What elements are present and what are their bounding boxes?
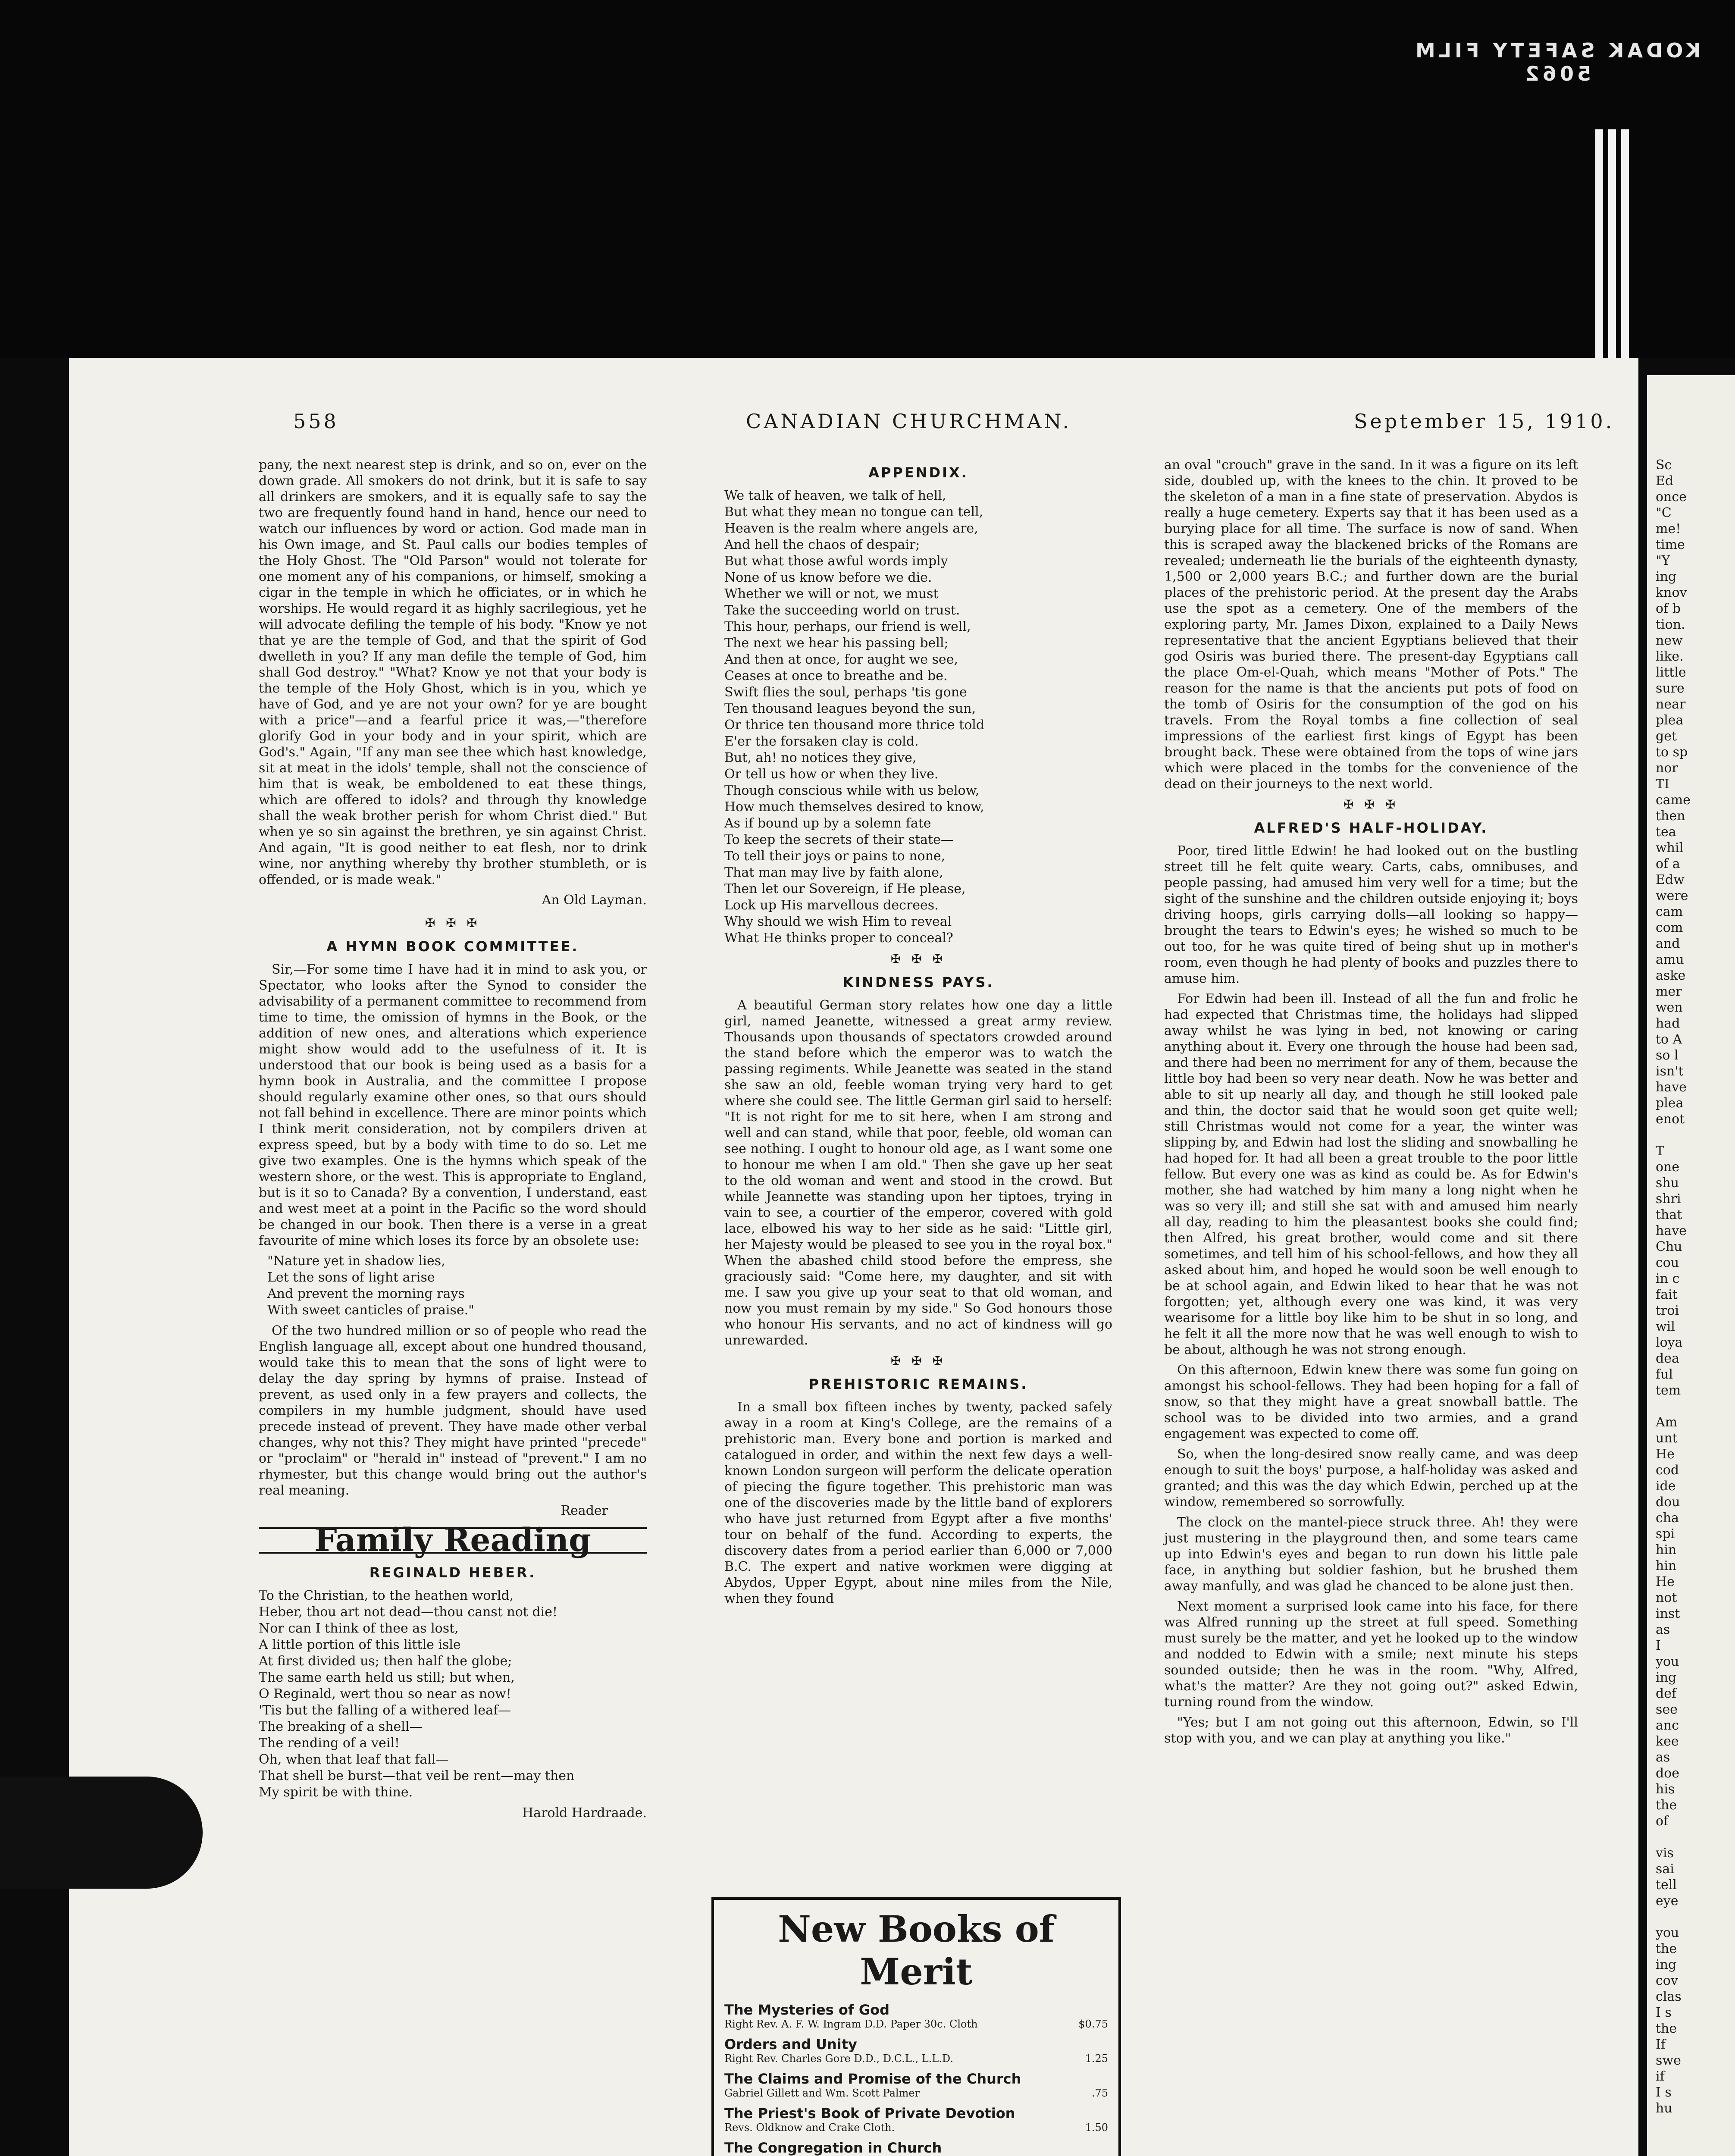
article-text: So, when the long-desired snow really came, and was deep enough to suit the boys' purpose, a half-holiday was asked and granted; and this was the day which Edwin, perched up at the window, remembered so sorrowfully. [1164,1447,1578,1510]
next-page-fragment [1647,375,1735,2156]
ad-book-price: 1.25 [1085,2053,1108,2065]
ad-title: New Books of Merit [778,1908,1055,1993]
ad-book-price: 1.50 [1085,2122,1108,2134]
ad-book-author: Gabriel Gillett and Wm. Scott Palmer [724,2087,920,2099]
section-heading: KINDNESS PAYS. [842,974,994,990]
ad-book-item [724,2105,1108,2134]
ad-book-author: Revs. Oldknow and Crake Cloth. [724,2122,895,2134]
ad-book-price: .75 [1091,2087,1108,2099]
ornament-divider: ✠ ✠ ✠ [1343,797,1399,812]
poem: We talk of heaven, we talk of hell, But what they mean no tongue can tell, Heaven is the realm where angels are, And hell the chaos of despair; But what those awful words imply None of us know before we die. Whether we will or not, we must Take the succeeding world on trust. This hour, perhaps, our friend is well, The next we hear his passing bell; And then at once, for aught we see, Ceases at once to breathe and be. Swift flies the soul, perhaps 'tis gone Ten thousand leagues beyond the sun, Or thrice ten thousand more thrice told E'er the forsaken clay is cold. But, ah! no notices they give, Or tell us how or when they live. Though conscious while with us below, How much themselves desired to know, As if bound up by a solemn fate To keep the secrets of their state— To tell their joys or pains to none, That man may live by faith alone, Then let our Sovereign, if He please, Lock up His marvellous decrees. Why should we wish Him to reveal What He thinks proper to conceal? [724,488,985,946]
ad-book-item [724,2071,1108,2099]
article-text: "Yes; but I am not going out this afternoon, Edwin, so I'll stop with you, and we can play at anything you like." [1164,1715,1578,1746]
article-text: On this afternoon, Edwin knew there was some fun going on amongst his school-fellows. They had been hoping for a fall of snow, so that they might have a great snowball battle. The school was to be divided into two armies, and a grand engagement was expected to come off. [1164,1363,1578,1442]
ad-book-author: Right Rev. A. F. W. Ingram D.D. Paper 30c. Cloth [724,2018,978,2030]
column-left [259,457,647,1828]
ad-book-title: The Claims and Promise of the Church [724,2071,1021,2087]
section-heading: A HYMN BOOK COMMITTEE. [326,938,579,955]
ad-book-title: Orders and Unity [724,2036,857,2053]
ad-book-item [724,2036,1108,2065]
column-right [1164,457,1578,1751]
signature: An Old Layman. [542,893,647,908]
article-text: Of the two hundred million or so of people who read the English language all, except about one hundred thousand, would take this to mean that the sons of light were to delay the day spring by hymns of praise. Instead of prevent, as used only in a few prayers and collects, the compilers in my humble judgment, should have used precede instead of prevent. They have made other verbal changes, why not this? They might have printed "precede" or "proclaim" or "herald in" instead of "prevent." I am no rhymester, but this change would bring out the author's real meaning. [259,1323,647,1498]
family-reading-banner: Family Reading [259,1527,647,1554]
masthead: CANADIAN CHURCHMAN. [746,410,1072,433]
ad-book-price: $0.75 [1078,2018,1108,2030]
ad-book-title: The Congregation in Church [724,2140,942,2156]
page-number: 558 [293,410,339,433]
ad-book-item [724,2140,1108,2156]
ad-book-item [724,2002,1108,2030]
ad-book-title: The Mysteries of God [724,2002,890,2018]
article-text: A beautiful German story relates how one day a little girl, named Jeanette, witnessed a great army review. Thousands upon thousands of spectators crowded around the stand before which the emperor was to watch the passing regiments. While Jeanette was seated in the stand she saw an old, feeble woman trying very hard to get where she could see. The little German girl said to herself: "It is not right for me to sit here, when I am strong and well and can stand, while that poor, feeble, old woman can see nothing. I ought to honour old age, as I want some one to honour me when I am old." Then she gave up her seat to the old woman and went and stood in the crowd. But while Jeannette was standing upon her tiptoes, trying in vain to see, a courtier of the emperor, covered with gold lace, elbowed his way to her side as he said: "Little girl, her Majesty would be pleased to see you in the royal box." When the abashed child stood before the empress, she graciously said: "Come here, my daughter, and sit with me. I saw you give up your seat to that old woman, and now you must remain by my side." So God honours those who honour His servants, and no act of kindness will go unrewarded. [724,998,1112,1348]
article-text: In a small box fifteen inches by twenty, packed safely away in a room at King's College, are the remains of a prehistoric man. Every bone and portion is marked and catalogued in order, and within the next few days a well-known London surgeon will perform the delicate operation of piecing the figure together. This prehistoric man was one of the discoveries made by the little band of explorers who have just returned from Egypt after a five months' tour on behalf of the fund. According to experts, the discovery dates from a period earlier than 6,000 or 7,000 B.C. The expert and native workmen were digging at Abydos, Upper Egypt, about nine miles from the Nile, when they found [724,1400,1112,1606]
column-middle [724,457,1112,1611]
ornament-divider: ✠ ✠ ✠ [425,916,481,930]
signature: Reader [561,1503,608,1518]
film-edge-label: KODAK SAFETY FILM 5062 [1412,39,1701,85]
signature: Harold Hardraade. [522,1805,647,1821]
ornament-divider: ✠ ✠ ✠ [890,1354,946,1368]
article-text: For Edwin had been ill. Instead of all the fun and frolic he had expected that Christmas time, the holidays had slipped away whilst he was lying in bed, not knowing or caring anything about it. Every one through the house had been sad, and there had been no merriment for any of them, because the little boy had been so very near death. Now he was better and able to sit up nearly all day, and though he still looked pale and thin, the doctor said that he would soon get quite well; still Christmas would not come for a year, the winter was slipping by, and Edwin had lost the sliding and snowballing he had hoped for. It had all been a great trouble to the poor little fellow. But every one was as kind as could be. As for Edwin's mother, she had watched by him many a long night when he was so very ill; and still she sat with and amused him nearly all day, reading to him the pleasantest books she could find; then Alfred, his great brother, would come and sit there sometimes, and tell him of his school-fellows, and how they all asked about him, and hoped he would soon be well enough to be at school again, and Edwin liked to hear that he was not forgotten; yet, although every one was kind, it was very wearisome for a little boy like him to be shut in so long, and he felt it all the more now that he was well enough to wish to be about, although he was not strong enough. [1164,991,1578,1357]
article-text: The clock on the mantel-piece struck three. Ah! they were just mustering in the playground then, and some tears came up into Edwin's eyes and began to run down his little pale face, in anything but soldier fashion, but he brushed them away manfully, and was glad he chanced to be alone just then. [1164,1515,1578,1594]
ad-book-title: The Priest's Book of Private Devotion [724,2105,1015,2122]
next-page-text: Sc Ed once "C me! time "Y ing knov of b tion. new like. little sure near plea get to sp nor TI came then tea whil of a Edw were cam com and amu aske mer wen had to A so l isn't have plea enot T one shu shri that have Chu cou in c fait troi wil loya dea ful tem Am unt He cod ide dou cha spi hin hin He not inst as I you ing def see anc kee as doe his the of vis sai tell eye you the ing cov clas I s the If swe if I s hu [1656,458,1691,2116]
article-text: Poor, tired little Edwin! he had looked out on the bustling street till he felt quite weary. Carts, cabs, omnibuses, and people passing, had amused him very well for a time; but the sight of the sunshine and the children outside enjoying it; boys driving hoops, girls carrying dolls—all looking so happy—brought the tears to Edwin's eyes; he wished so much to be out too, for he was quite tired of being shut up in mother's room, even though he had plenty of books and puzzles there to amuse him. [1164,843,1578,986]
section-heading: PREHISTORIC REMAINS. [808,1376,1028,1392]
article-text: pany, the next nearest step is drink, and so on, ever on the down grade. All smokers do not drink, but it is safe to say all drinkers are smokers, and it is equally safe to say the two are frequently found hand in hand, hence our need to watch our influences by word or action. God made man in his Own image, and St. Paul calls our bodies temples of the Holy Ghost. The "Old Parson" would not tolerate for one moment any of his companions, or himself, smoking a cigar in the temple in which he officiates, or in which he worships. He would regard it as highly sacrilegious, yet he will advocate defiling the temple of his body. "Know ye not that ye are the temple of God, and that the spirit of God dwelleth in you? If any man defile the temple of God, him shall God destroy." "What? Know ye not that your body is the temple of the Holy Ghost, which is in you, which ye have of God, and ye are not your own? for ye are bought with a price"—and a fearful price it was,—"therefore glorify God in your body and in your spirit, which are God's." Again, "If any man see thee which hast knowledge, sit at meat in the idols' temple, shall not the conscience of him that is weak, be emboldened to eat these things, which are offered to idols? and through thy knowledge shall the weak brother perish for whom Christ died." But when ye so sin against the brethren, ye sin against Christ. And again, "It is good neither to eat flesh, nor to drink wine, nor anything whereby thy brother stumbleth, or is offended, or is made weak." [259,458,647,887]
article-text: Next moment a surprised look came into his face, for there was Alfred running up the street at full speed. Something must surely be the matter, and yet he looked up to the window and nodded to Edwin with a smile; next minute his steps sounded outside; then he was in the room. "Why, Alfred, what's the matter? Are they not going out?" asked Edwin, turning round from the window. [1164,1599,1578,1710]
ornament-divider: ✠ ✠ ✠ [890,952,946,966]
article-text: Sir,—For some time I have had it in mind to ask you, or Spectator, who looks after the Synod to consider the advisability of a permanent committee to recommend from time to time, the omission of hymns in the Book, or the addition of new ones, and alterations which experience might show would add to the usefulness of it. It is understood that our book is being used as a basis for a hymn book in Australia, and the committee I propose should regularly examine other ones, so that ours should not fall behind in excellence. There are minor points which I think merit consideration, not by compilers driven at express speed, but by a body with time to do so. Let me give two examples. One is the hymns which speak of the western shore, or the west. This is appropriate to England, but is it so to Canada? By a convention, I understand, east and west meet at a point in the Pacific so the word should be changed in our book. Then there is a verse in a great favourite of mine which loses its force by an obsolete use: [259,962,647,1248]
section-heading: ALFRED'S HALF-HOLIDAY. [1254,820,1488,836]
book-advertisement [711,1897,1121,2156]
section-heading: REGINALD HEBER. [369,1564,536,1581]
section-heading: APPENDIX. [868,464,968,481]
article-text: an oval "crouch" grave in the sand. In it was a figure on its left side, doubled up, with the knees to the chin. It proved to be the skeleton of a man in a fine state of preservation. Abydos is really a huge cemetery. Experts say that it has been used as a burying place for all time. The surface is now of sand. When this is scraped away the blackened bricks of the Romans are revealed; underneath lie the burials of the eighteenth dynasty, 1,500 or 2,000 years B.C.; and further down are the burial places of the prehistoric period. At the present day the Arabs use the spot as a cemetery. One of the members of the exploring party, Mr. James Dixon, explained to a Daily News representative that the ancient Egyptians believed that their god Osiris was buried there. The present-day Egyptians call the place Om-el-Quah, which means "Mother of Pots." The reason for the name is that the ancients put pots of food on the tomb of Osiris for the consumption of the god on his travels. From the Royal tombs a fine collection of seal impressions of the earliest first kings of Egypt has been brought back. These were obtained from the tops of wine jars which were placed in the tombs for the convenience of the dead on their journeys to the next world. [1164,458,1578,792]
issue-date: September 15, 1910. [1354,410,1615,433]
poem: To the Christian, to the heathen world, Heber, thou art not dead—thou canst not die! Nor can I think of thee as lost, A little portion of this little isle At first divided us; then half the globe; The same earth held us still; but when, O Reginald, wert thou so near as now! 'Tis but the falling of a withered leaf— The breaking of a shell— The rending of a veil! Oh, when that leaf that fall— That shell be burst—that veil be rent—may then My spirit be with thine. [259,1588,575,1800]
poem: "Nature yet in shadow lies, Let the sons of light arise And prevent the morning rays With sweet canticles of praise." [267,1253,474,1318]
ad-book-author: Right Rev. Charles Gore D.D., D.C.L., L.L.D. [724,2053,953,2065]
thumb-shadow [0,1777,203,1889]
